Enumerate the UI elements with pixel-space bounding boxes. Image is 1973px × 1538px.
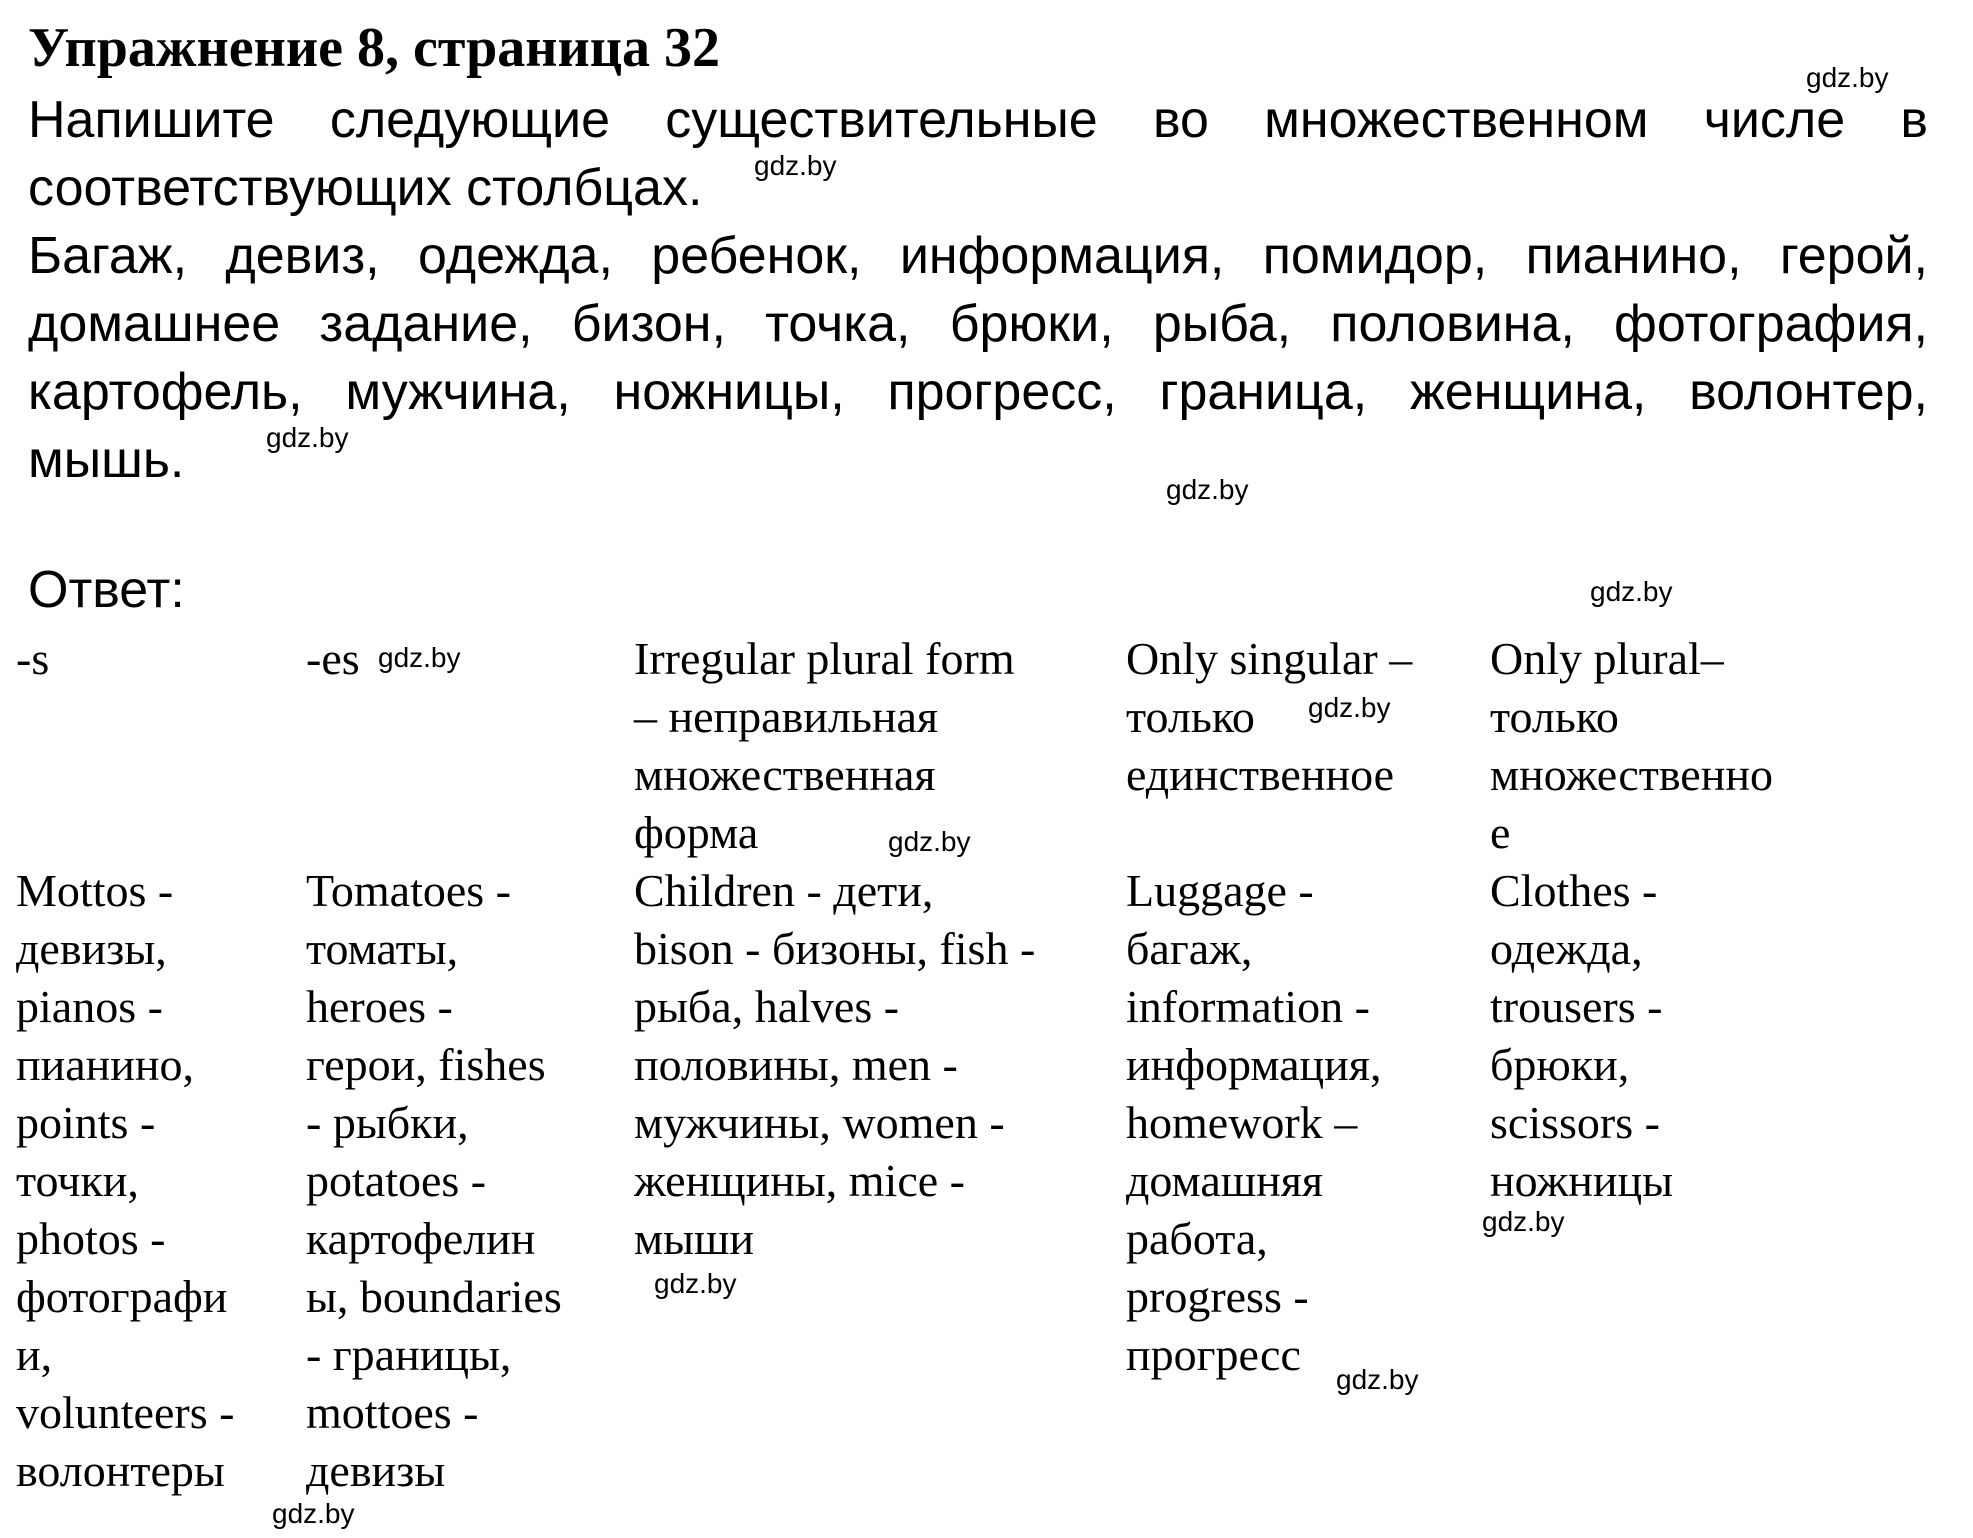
answer-line: ы, boundaries xyxy=(306,1271,562,1322)
answer-line: - рыбки, xyxy=(306,1097,469,1148)
answer-line: рыба, halves - xyxy=(634,981,900,1032)
task-line-5: картофель, мужчина, ножницы, прогресс, граница, женщина, волонтер, xyxy=(28,363,1928,421)
column-es-body xyxy=(306,862,562,1500)
answer-line: Children - дети, xyxy=(634,865,934,916)
column-header-line: -es xyxy=(306,633,360,684)
answer-line: mottoes - xyxy=(306,1387,479,1438)
task-line-1: Напишите следующие существительные во множественном числе в xyxy=(28,91,1928,149)
answer-line: прогресс xyxy=(1126,1329,1301,1380)
column-header-line: Only singular – xyxy=(1126,633,1413,684)
column-header-line: единственное xyxy=(1126,749,1395,800)
answer-line: фотографи xyxy=(16,1271,228,1322)
answer-line: мужчины, women - xyxy=(634,1097,1005,1148)
answer-line: брюки, xyxy=(1490,1039,1630,1090)
answer-line: точки, xyxy=(16,1155,139,1206)
answer-line: работа, xyxy=(1126,1213,1268,1264)
answer-line: домашняя xyxy=(1126,1155,1324,1206)
answer-line: багаж, xyxy=(1126,923,1253,974)
column-s xyxy=(16,630,49,688)
answer-line: volunteers - xyxy=(16,1387,235,1438)
answer-line: - границы, xyxy=(306,1329,512,1380)
watermark: gdz.by xyxy=(378,642,461,673)
watermark: gdz.by xyxy=(654,1268,737,1299)
answer-line: информация, xyxy=(1126,1039,1382,1090)
column-header-line: множественно xyxy=(1490,749,1773,800)
column-header-line: форма xyxy=(634,807,759,858)
watermark: gdz.by xyxy=(272,1498,355,1529)
answer-line: Tomatoes - xyxy=(306,865,512,916)
answer-line: женщины, mice - xyxy=(634,1155,965,1206)
exercise-heading: Упражнение 8, страница 32 xyxy=(28,17,721,79)
answer-line: ножницы xyxy=(1490,1155,1674,1206)
answer-line: одежда, xyxy=(1490,923,1643,974)
watermark: gdz.by xyxy=(1806,62,1889,93)
column-es xyxy=(306,630,360,688)
answer-label: Ответ: xyxy=(28,561,185,619)
column-header-line: е xyxy=(1490,807,1511,858)
watermark: gdz.by xyxy=(888,826,971,857)
column-header-line: только xyxy=(1126,691,1255,742)
answer-line: Clothes - xyxy=(1490,865,1658,916)
answer-line: information - xyxy=(1126,981,1370,1032)
answer-line: photos - xyxy=(16,1213,166,1264)
answer-line: heroes - xyxy=(306,981,453,1032)
column-s-body xyxy=(16,862,234,1500)
task-line-3: Багаж, девиз, одежда, ребенок, информация, помидор, пианино, герой, xyxy=(28,227,1928,285)
answer-line: томаты, xyxy=(306,923,459,974)
task-line-6: мышь. xyxy=(28,431,185,489)
answer-line: картофелин xyxy=(306,1213,536,1264)
answer-line: scissors - xyxy=(1490,1097,1660,1148)
answer-line: девизы xyxy=(306,1445,446,1496)
answer-line: trousers - xyxy=(1490,981,1663,1032)
column-header-line: – неправильная xyxy=(634,691,939,742)
column-header-line: -s xyxy=(16,633,50,684)
column-only-plural xyxy=(1490,630,1773,1210)
watermark: gdz.by xyxy=(1482,1206,1565,1237)
answer-line: pianos - xyxy=(16,981,163,1032)
answer-line: девизы, xyxy=(16,923,167,974)
column-irregular xyxy=(634,630,1035,1268)
answer-line: волонтеры xyxy=(16,1445,225,1496)
answer-line: progress - xyxy=(1126,1271,1309,1322)
task-line-2: соответствующих столбцах. xyxy=(28,159,703,217)
column-header-line: Irregular plural form xyxy=(634,633,1015,684)
answer-line: половины, men - xyxy=(634,1039,958,1090)
watermark: gdz.by xyxy=(754,150,837,181)
answer-line: potatoes - xyxy=(306,1155,487,1206)
answer-line: homework – xyxy=(1126,1097,1358,1148)
watermark: gdz.by xyxy=(1336,1364,1419,1395)
watermark: gdz.by xyxy=(1166,474,1249,505)
watermark: gdz.by xyxy=(266,422,349,453)
task-line-4: домашнее задание, бизон, точка, брюки, рыба, половина, фотография, xyxy=(28,295,1928,353)
column-header-line: Only plural– xyxy=(1490,633,1724,684)
answer-line: герои, fishes xyxy=(306,1039,546,1090)
column-only-singular-body xyxy=(1126,862,1381,1384)
answer-line: мыши xyxy=(634,1213,755,1264)
answer-line: и, xyxy=(16,1329,53,1380)
answer-line: bison - бизоны, fish - xyxy=(634,923,1036,974)
answer-line: Mottos - xyxy=(16,865,174,916)
answer-line: Luggage - xyxy=(1126,865,1314,916)
answer-line: points - xyxy=(16,1097,156,1148)
watermark: gdz.by xyxy=(1590,576,1673,607)
column-header-line: только xyxy=(1490,691,1619,742)
column-header-line: множественная xyxy=(634,749,936,800)
answer-line: пианино, xyxy=(16,1039,195,1090)
watermark: gdz.by xyxy=(1308,692,1391,723)
